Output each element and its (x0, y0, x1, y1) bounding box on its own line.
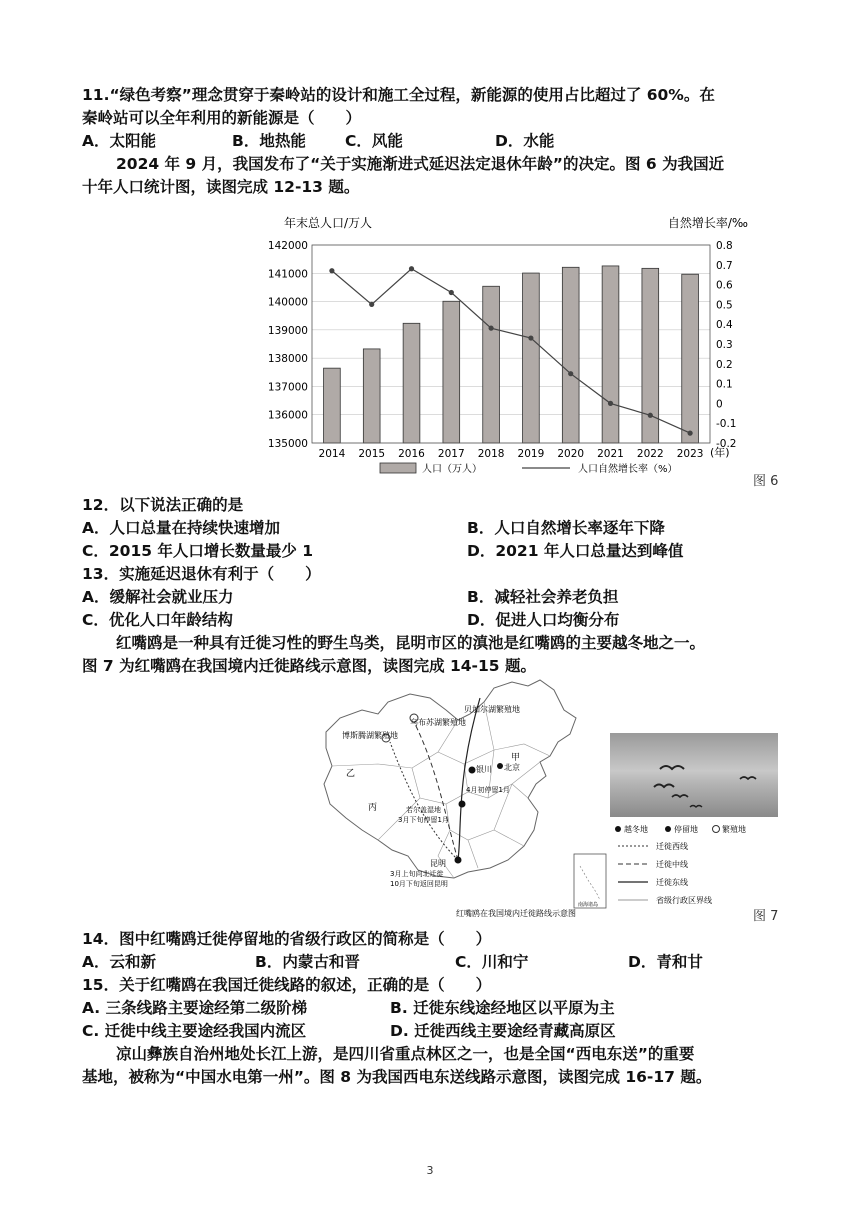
legend-middle-label: 迁徙中线 (656, 860, 688, 869)
gull-3 (672, 795, 688, 797)
x-tick-label: 2019 (517, 448, 545, 460)
x-tick-label: 2016 (398, 448, 425, 460)
map-label-bing: 丙 (368, 803, 378, 813)
q13-option-b: B．减轻社会养老负担 (467, 588, 619, 606)
growth-rate-point (329, 268, 334, 273)
map-label-yinchuan-note: 4月初停留1月 (466, 786, 510, 794)
q15-option-c: C. 迁徙中线主要途经我国内流区 (82, 1022, 307, 1040)
population-bar (602, 266, 619, 443)
inset-label: 南海诸岛 (578, 902, 599, 908)
map-label-baikal: 贝加尔湖繁殖地 (464, 705, 520, 714)
map-label-kunming-note1: 3月上旬向北迁徙 (390, 870, 444, 878)
q13-option-c: C．优化人口年龄结构 (82, 611, 233, 629)
south-china-sea-inset (574, 854, 606, 908)
gull-5 (690, 806, 702, 808)
x-tick-label: 2020 (557, 448, 585, 460)
q11-stem-line1: 11.“绿色考察”理念贯穿于秦岭站的设计和施工全过程，新能源的使用占比超过了 60%。在 (82, 86, 715, 104)
y-left-tick-label: 140000 (267, 296, 308, 309)
page-number: 3 (426, 1164, 434, 1177)
intro-12-13-line1: 2024 年 9 月，我国发布了“关于实施渐进式延迟法定退休年龄”的决定。图 6 为我国近 (116, 155, 725, 173)
y-right-tick-label: 0.1 (716, 378, 733, 391)
legend-line-label: 人口自然增长率（%） (578, 464, 678, 475)
growth-rate-point (528, 335, 533, 340)
population-bar (403, 323, 420, 443)
population-bar (483, 286, 500, 443)
q13-option-d: D．促进人口均衡分布 (467, 611, 620, 629)
growth-rate-point (449, 290, 454, 295)
y-left-tick-label: 137000 (267, 381, 308, 394)
x-tick-label: 2022 (636, 448, 664, 460)
intro-16-17-line1: 凉山彝族自治州地处长江上游，是四川省重点林区之一，也是全国“西电东送”的重要 (116, 1045, 695, 1063)
migration-map (318, 680, 608, 920)
chart-y-right-label: 自然增长率/‰ (667, 216, 748, 230)
y-right-tick-label: -0.2 (716, 438, 737, 450)
population-bar (523, 273, 540, 443)
q14-stem: 14．图中红嘴鸥迁徙停留地的省级行政区的简称是（ ） (82, 930, 492, 948)
map-legend (612, 822, 762, 922)
figure-6-label: 图 6 (753, 474, 779, 489)
q15-option-d: D. 迁徙西线主要途经青藏高原区 (390, 1022, 616, 1040)
q13-option-a: A．缓解社会就业压力 (82, 588, 234, 606)
y-right-tick-label: 0.2 (716, 358, 733, 371)
intro-14-15-line1: 红嘴鸥是一种具有迁徙习性的野生鸟类，昆明市区的滇池是红嘴鸥的主要越冬地之一。 (116, 634, 706, 652)
chart-x-unit: (年) (710, 446, 730, 459)
legend-bar-label: 人口（万人） (422, 464, 482, 475)
map-label-kunming: 昆明 (430, 859, 446, 868)
y-right-tick-label: -0.1 (716, 418, 737, 431)
q14-option-a: A．云和新 (82, 953, 156, 971)
q12-stem: 12．以下说法正确的是 (82, 496, 244, 514)
yinchuan-point (469, 767, 476, 774)
q12-option-a: A．人口总量在持续快速增加 (82, 519, 280, 537)
intro-14-15-line2: 图 7 为红嘴鸥在我国境内迁徙路线示意图，读图完成 14-15 题。 (82, 657, 536, 675)
growth-rate-point (568, 371, 573, 376)
x-tick-label: 2021 (597, 448, 624, 460)
population-bar (363, 349, 380, 443)
legend-west-label: 迁徙西线 (656, 842, 688, 851)
legend-winter-label: 越冬地 (624, 825, 648, 834)
q15-option-a: A. 三条线路主要途经第二级阶梯 (82, 999, 308, 1017)
y-left-tick-label: 142000 (267, 240, 308, 252)
y-right-tick-label: 0.5 (716, 299, 733, 312)
y-left-tick-label: 141000 (267, 268, 308, 281)
population-chart (267, 210, 760, 488)
q15-stem: 15．关于红嘴鸥在我国迁徙线路的叙述，正确的是（ ） (82, 976, 492, 994)
legend-stop-label: 停留地 (674, 825, 698, 834)
x-tick-label: 2018 (477, 448, 505, 460)
y-right-tick-label: 0.4 (716, 319, 733, 332)
intro-12-13-line2: 十年人口统计图，读图完成 12-13 题。 (82, 178, 360, 196)
q13-stem: 13．实施延迟退休有利于（ ） (82, 565, 321, 583)
q11-option-c: C．风能 (345, 132, 403, 150)
q12-option-d: D．2021 年人口总量达到峰值 (467, 542, 684, 560)
legend-winter-icon (615, 826, 621, 832)
q15-option-b: B. 迁徙东线途经地区以平原为主 (390, 999, 615, 1017)
q11-stem-line2: 秦岭站可以全年利用的新能源是（ ） (82, 109, 362, 127)
legend-breed-icon (713, 826, 720, 833)
q11-option-d: D．水能 (495, 132, 555, 150)
intro-16-17-line2: 基地，被称为“中国水电第一州”。图 8 为我国西电东送线路示意图，读图完成 16-17 题。 (82, 1068, 712, 1086)
gull-photo (610, 733, 778, 817)
map-label-bosten: 博斯腾湖繁殖地 (342, 731, 398, 740)
map-label-kunming-note2: 10月下旬返回昆明 (390, 880, 448, 888)
population-bar (324, 368, 341, 443)
gull-1 (660, 766, 684, 769)
china-outline (324, 680, 576, 878)
y-left-tick-label: 136000 (267, 409, 308, 422)
beijing-point (497, 763, 503, 769)
legend-east-label: 迁徙东线 (656, 878, 688, 887)
growth-rate-point (648, 413, 653, 418)
x-tick-label: 2017 (437, 448, 465, 460)
map-label-yi: 乙 (346, 769, 356, 779)
y-right-tick-label: 0.7 (716, 259, 733, 272)
ruoergai-point (459, 801, 466, 808)
map-caption: 红嘴鸥在我国境内迁徙路线示意图 (456, 909, 576, 918)
gull-silhouettes (610, 733, 778, 817)
legend-stop-icon (665, 826, 671, 832)
gull-4 (740, 777, 756, 779)
legend-boundary-label: 省级行政区界线 (656, 896, 712, 905)
q12-option-b: B．人口自然增长率逐年下降 (467, 519, 665, 537)
population-bar (443, 301, 460, 443)
kunming-point (455, 857, 462, 864)
q11-option-b: B．地热能 (232, 132, 306, 150)
population-bar (682, 274, 699, 443)
map-label-ruoergai: 若尔盖湿地 (406, 806, 441, 814)
q14-option-c: C．川和宁 (455, 953, 529, 971)
gull-2 (654, 785, 674, 788)
growth-rate-line (332, 269, 690, 433)
q12-option-c: C．2015 年人口增长数量最少 1 (82, 542, 314, 560)
y-right-tick-label: 0 (716, 398, 723, 411)
map-label-yinchuan: 银川 (476, 765, 492, 774)
map-label-ruoergai-note: 3月下旬停留1月 (398, 816, 449, 824)
x-tick-label: 2014 (318, 448, 346, 460)
population-bar (562, 267, 579, 443)
q14-option-b: B．内蒙古和晋 (255, 953, 360, 971)
y-left-tick-label: 135000 (267, 438, 308, 450)
legend-breed-label: 繁殖地 (722, 825, 746, 834)
q11-option-a: A．太阳能 (82, 132, 156, 150)
growth-rate-point (489, 326, 494, 331)
y-right-tick-label: 0.6 (716, 279, 733, 292)
y-right-tick-label: 0.3 (716, 339, 733, 351)
y-right-tick-label: 0.8 (716, 240, 733, 252)
map-label-beijing: 北京 (504, 763, 520, 772)
y-left-tick-label: 138000 (267, 353, 308, 366)
growth-rate-point (688, 431, 693, 436)
map-label-jia: 甲 (511, 753, 521, 763)
chart-y-left-label: 年末总人口/万人 (284, 216, 373, 230)
x-tick-label: 2023 (676, 448, 704, 460)
growth-rate-point (409, 266, 414, 271)
figure-7-label: 图 7 (753, 909, 779, 924)
x-tick-label: 2015 (358, 448, 386, 460)
map-label-ubsu: 乌布苏湖繁殖地 (410, 718, 466, 727)
q14-option-d: D．青和甘 (628, 953, 703, 971)
growth-rate-point (608, 401, 613, 406)
growth-rate-point (369, 302, 374, 307)
y-left-tick-label: 139000 (267, 324, 308, 337)
legend-bar-swatch (380, 463, 416, 473)
